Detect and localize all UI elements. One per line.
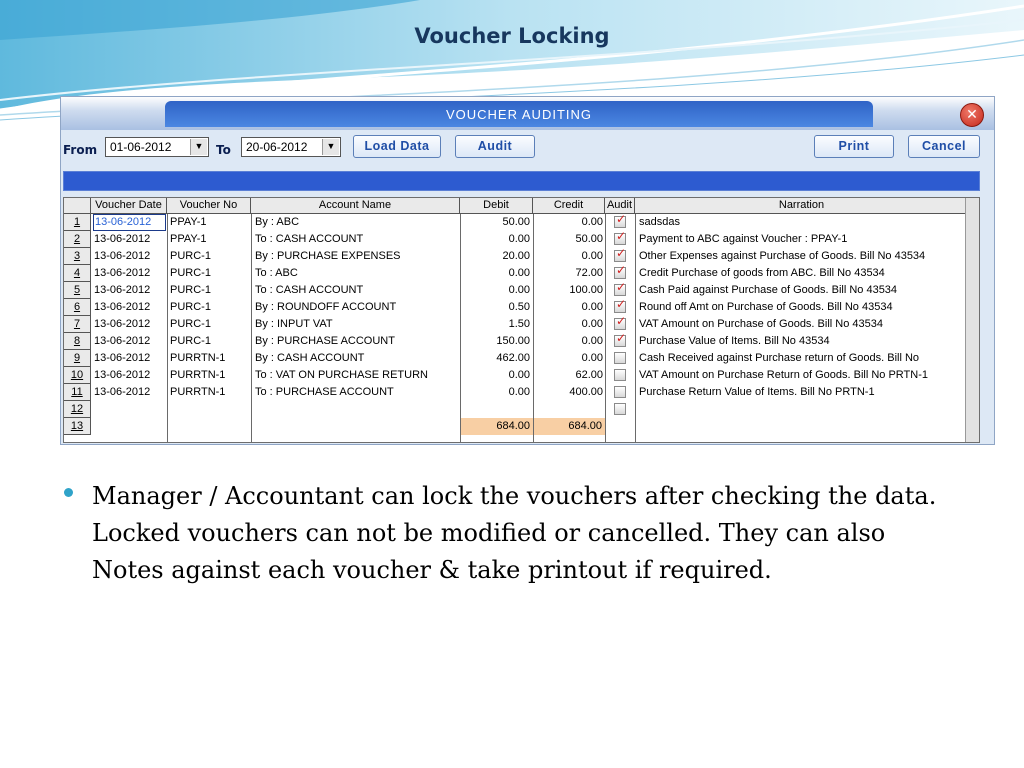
row-number-label: 2: [73, 233, 81, 245]
voucher-no-cell[interactable]: PURC-1: [170, 267, 211, 279]
account-name-cell[interactable]: By : PURCHASE EXPENSES: [255, 250, 401, 262]
audit-checkbox[interactable]: [614, 386, 626, 398]
print-button[interactable]: Print: [814, 135, 894, 158]
column-header[interactable]: Audit: [605, 198, 635, 214]
narration-cell[interactable]: [639, 401, 965, 418]
voucher-no-cell[interactable]: PURRTN-1: [170, 386, 226, 398]
narration-cell[interactable]: Payment to ABC against Voucher : PPAY-1: [639, 233, 848, 245]
row-number-label: 5: [73, 284, 81, 296]
voucher-no-cell[interactable]: PURC-1: [170, 250, 211, 262]
narration-cell[interactable]: Cash Received against Purchase return of Goods. Bill No: [639, 352, 920, 364]
from-date-picker[interactable]: [105, 137, 209, 157]
voucher-date-cell[interactable]: 13-06-2012: [94, 335, 151, 347]
credit-total: 684.00: [534, 418, 605, 435]
row-number-label: 11: [71, 386, 83, 398]
bullet-icon: [64, 488, 73, 497]
account-name-cell[interactable]: To : CASH ACCOUNT: [255, 284, 364, 296]
row-number[interactable]: [64, 231, 91, 248]
row-number[interactable]: [64, 248, 91, 265]
window-title: VOUCHER AUDITING: [445, 107, 592, 122]
audit-checkbox[interactable]: [614, 403, 626, 415]
account-name-cell[interactable]: [255, 401, 458, 418]
narration-cell[interactable]: VAT Amount on Purchase of Goods. Bill No 43534: [639, 318, 883, 330]
debit-cell[interactable]: 0.00: [508, 386, 530, 398]
debit-cell[interactable]: 150.00: [496, 335, 530, 347]
credit-cell[interactable]: 50.00: [575, 233, 603, 245]
account-name-cell[interactable]: By : CASH ACCOUNT: [255, 352, 365, 364]
row-number[interactable]: [64, 367, 91, 384]
column-divider: [635, 214, 636, 442]
audit-button[interactable]: Audit: [455, 135, 535, 158]
column-divider: [605, 214, 606, 442]
voucher-no-cell[interactable]: PURRTN-1: [170, 369, 226, 381]
check-icon: ✓: [616, 314, 627, 328]
credit-cell[interactable]: 100.00: [569, 284, 603, 296]
voucher-no-cell[interactable]: PPAY-1: [170, 216, 207, 228]
narration-cell[interactable]: Cash Paid against Purchase of Goods. Bill No 43534: [639, 284, 898, 296]
row-number[interactable]: [64, 401, 91, 418]
voucher-date-cell[interactable]: 13-06-2012: [94, 233, 151, 245]
voucher-date-cell[interactable]: 13-06-2012: [94, 369, 151, 381]
account-name-cell[interactable]: To : PURCHASE ACCOUNT: [255, 386, 394, 398]
check-icon: ✓: [616, 280, 627, 294]
row-number-label: 9: [73, 352, 81, 364]
filter-bar: [63, 171, 980, 191]
voucher-no-cell[interactable]: PURC-1: [170, 301, 211, 313]
account-name-cell[interactable]: By : INPUT VAT: [255, 318, 333, 330]
from-date-value: 01-06-2012: [110, 140, 172, 154]
column-header[interactable]: Account Name: [251, 198, 460, 214]
debit-cell[interactable]: 0.00: [508, 233, 530, 245]
debit-cell[interactable]: 1.50: [508, 318, 530, 330]
voucher-no-cell[interactable]: PURC-1: [170, 284, 211, 296]
narration-cell[interactable]: Purchase Return Value of Items. Bill No PRTN-1: [639, 386, 875, 398]
row-number-label: 6: [73, 301, 81, 313]
check-icon: ✓: [616, 263, 627, 277]
audit-checkbox[interactable]: [614, 280, 627, 296]
voucher-date-cell[interactable]: 13-06-2012: [94, 386, 151, 398]
row-number[interactable]: [64, 282, 91, 299]
voucher-date-cell[interactable]: [93, 401, 166, 418]
row-header-corner: [64, 198, 91, 214]
voucher-date-cell[interactable]: 13-06-2012: [94, 301, 151, 313]
credit-cell[interactable]: 62.00: [575, 369, 603, 381]
column-header[interactable]: Narration: [635, 198, 969, 214]
row-number[interactable]: [64, 350, 91, 367]
audit-checkbox[interactable]: [614, 352, 626, 364]
voucher-date-cell[interactable]: 13-06-2012: [94, 267, 151, 279]
voucher-date-cell[interactable]: 13-06-2012: [94, 284, 151, 296]
credit-cell[interactable]: 0.00: [581, 216, 603, 228]
row-number-label: 3: [73, 250, 81, 262]
account-name-cell[interactable]: To : CASH ACCOUNT: [255, 233, 364, 245]
account-name-cell[interactable]: By : ROUNDOFF ACCOUNT: [255, 301, 397, 313]
audit-checkbox[interactable]: [614, 212, 627, 228]
audit-checkbox[interactable]: [614, 246, 627, 262]
voucher-date-cell[interactable]: 13-06-2012: [94, 250, 151, 262]
to-label: To: [216, 143, 231, 157]
narration-cell[interactable]: Purchase Value of Items. Bill No 43534: [639, 335, 830, 347]
row-number[interactable]: [64, 384, 91, 401]
column-header[interactable]: Voucher Date: [91, 198, 167, 214]
row-number[interactable]: [64, 265, 91, 282]
audit-checkbox[interactable]: [614, 229, 627, 245]
audit-checkbox[interactable]: [614, 331, 627, 347]
close-icon[interactable]: ✕: [960, 103, 984, 127]
cancel-button[interactable]: Cancel: [908, 135, 980, 158]
column-divider: [460, 214, 461, 442]
credit-cell[interactable]: 400.00: [569, 386, 603, 398]
to-date-picker[interactable]: [241, 137, 341, 157]
chevron-down-icon[interactable]: ▼: [190, 139, 207, 155]
debit-cell[interactable]: 0.00: [508, 369, 530, 381]
narration-cell[interactable]: Round off Amt on Purchase of Goods. Bill No 43534: [639, 301, 893, 313]
voucher-auditing-window: [60, 96, 995, 445]
to-date-value: 20-06-2012: [246, 140, 308, 154]
credit-cell[interactable]: 0.00: [581, 250, 603, 262]
voucher-no-cell[interactable]: PURRTN-1: [170, 352, 226, 364]
debit-cell[interactable]: 20.00: [502, 250, 530, 262]
row-number: [64, 418, 91, 435]
account-name-cell[interactable]: To : VAT ON PURCHASE RETURN: [255, 369, 428, 381]
debit-cell[interactable]: 50.00: [502, 216, 530, 228]
from-label: From: [63, 143, 98, 157]
narration-cell[interactable]: VAT Amount on Purchase Return of Goods. Bill No PRTN-1: [639, 369, 928, 381]
credit-cell[interactable]: 0.00: [581, 352, 603, 364]
column-header[interactable]: Credit: [533, 198, 605, 214]
chevron-down-icon[interactable]: ▼: [322, 139, 339, 155]
account-name-cell[interactable]: By : PURCHASE ACCOUNT: [255, 335, 395, 347]
check-icon: ✓: [616, 229, 627, 243]
title-tab: [165, 101, 873, 127]
narration-cell[interactable]: Other Expenses against Purchase of Goods. Bill No 43534: [639, 250, 926, 262]
column-divider: [251, 214, 252, 442]
audit-checkbox[interactable]: [614, 369, 626, 381]
column-header[interactable]: Voucher No: [167, 198, 251, 214]
voucher-no-cell[interactable]: [170, 401, 248, 418]
audit-checkbox[interactable]: [614, 263, 627, 279]
account-name-cell[interactable]: By : ABC: [255, 216, 300, 228]
voucher-no-cell[interactable]: PURC-1: [170, 335, 211, 347]
voucher-date-cell[interactable]: 13-06-2012: [93, 214, 166, 231]
row-number-label: 10: [70, 369, 84, 381]
debit-cell[interactable]: 0.50: [508, 301, 530, 313]
debit-cell[interactable]: 0.00: [508, 267, 530, 279]
column-divider: [533, 214, 534, 442]
voucher-no-cell[interactable]: PPAY-1: [170, 233, 207, 245]
column-header[interactable]: Debit: [460, 198, 533, 214]
voucher-date-cell[interactable]: 13-06-2012: [94, 352, 151, 364]
debit-total: 684.00: [461, 418, 533, 435]
credit-cell[interactable]: 0.00: [581, 318, 603, 330]
row-number[interactable]: [64, 316, 91, 333]
credit-cell[interactable]: 72.00: [575, 267, 603, 279]
check-icon: ✓: [616, 297, 627, 311]
load-data-button[interactable]: Load Data: [353, 135, 441, 158]
account-name-cell[interactable]: To : ABC: [255, 267, 298, 279]
column-divider: [167, 214, 168, 442]
row-number-label: 1: [73, 216, 81, 228]
debit-cell[interactable]: [462, 401, 530, 418]
voucher-date-cell[interactable]: 13-06-2012: [94, 318, 151, 330]
row-number[interactable]: [64, 299, 91, 316]
check-icon: ✓: [616, 246, 627, 260]
audit-checkbox[interactable]: [614, 314, 627, 330]
check-icon: ✓: [616, 212, 627, 226]
row-number-label: 12: [70, 403, 84, 415]
debit-cell[interactable]: 462.00: [496, 352, 530, 364]
narration-cell[interactable]: sadsdas: [639, 216, 680, 228]
row-number-label: 13: [70, 420, 84, 432]
check-icon: ✓: [616, 331, 627, 345]
voucher-no-cell[interactable]: PURC-1: [170, 318, 211, 330]
row-number-label: 7: [73, 318, 81, 330]
credit-cell[interactable]: 0.00: [581, 335, 603, 347]
row-number-label: 4: [73, 267, 81, 279]
window-title-bar: [61, 97, 994, 130]
bullet-text: Manager / Accountant can lock the vouchers after checking the data. Locked vouchers can not be modified or cancelled. They can also Notes against each voucher & take printout if required.: [92, 482, 937, 584]
row-number[interactable]: [64, 333, 91, 350]
credit-cell[interactable]: [535, 401, 603, 418]
audit-checkbox[interactable]: [614, 297, 627, 313]
row-number-label: 8: [73, 335, 81, 347]
credit-cell[interactable]: 0.00: [581, 301, 603, 313]
debit-cell[interactable]: 0.00: [508, 284, 530, 296]
slide-title: Voucher Locking: [414, 24, 610, 48]
row-number[interactable]: [64, 214, 91, 231]
voucher-grid: [63, 197, 980, 443]
narration-cell[interactable]: Credit Purchase of goods from ABC. Bill No 43534: [639, 267, 885, 279]
vertical-scrollbar[interactable]: [965, 198, 979, 442]
